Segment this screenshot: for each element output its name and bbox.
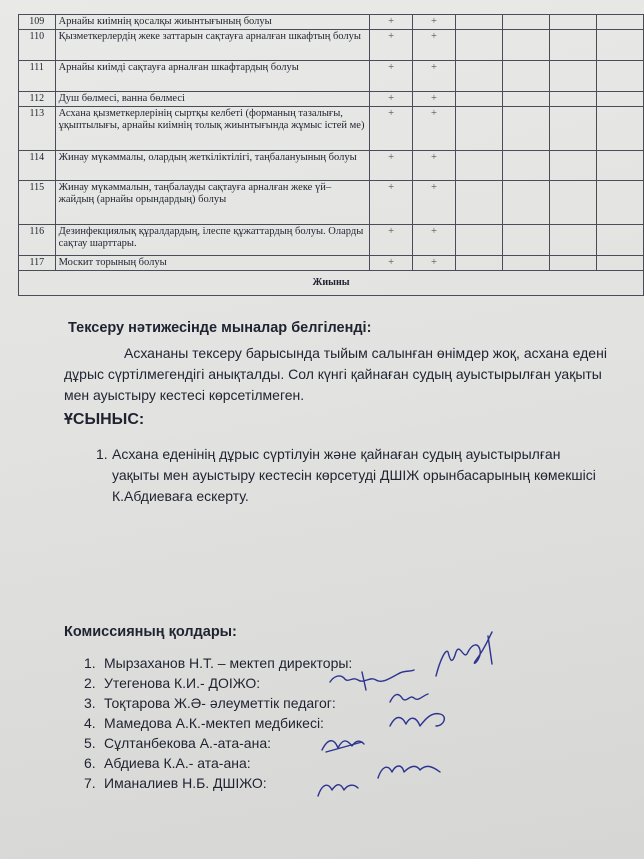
row-text: Дезинфекциялық құралдардың, ілеспе құжаттардың болуы. Оларды сақтау шарттары.: [55, 225, 370, 256]
row-mark: +: [413, 256, 456, 271]
row-mark: +: [413, 151, 456, 181]
row-number: 110: [19, 30, 56, 61]
row-text: Жинау мүкәммалы, олардың жеткіліктілігі, таңбалануының болуы: [55, 151, 370, 181]
row-mark: +: [413, 15, 456, 30]
signature-1: [436, 632, 492, 676]
item-number: 4.: [84, 715, 96, 731]
row-number: 113: [19, 107, 56, 151]
member-name: Иманалиев Н.Б. ДШІЖО:: [104, 775, 267, 791]
row-text: Арнайы киімнің қосалқы жиынтығының болуы: [55, 15, 370, 30]
member-name: Сұлтанбекова А.-ата-ана:: [104, 735, 271, 751]
findings-text: Асхананы тексеру барысында тыйым салынған өнімдер жоқ, асхана едені дұрыс сүртілмегендігі анықталды. Сол күнгі қайнаған судың ауыстырылған уақыты мен ауыстыру кестесі көрсетілмеген.: [64, 345, 607, 403]
row-text: Қызметкерлердің жеке заттарын сақтауға арналған шкафтың болуы: [55, 30, 370, 61]
row-text: Асхана қызметкерлерінің сыртқы келбеті (форманың тазалығы, ұқыптылығы, арнайы киімнің толық жиынтығында жұмыс істей ме): [55, 107, 370, 151]
signatures-title: Комиссияның қолдары:: [64, 624, 237, 640]
row-number: 116: [19, 225, 56, 256]
member-name: Мамедова А.К.-мектеп медбикесі:: [104, 715, 324, 731]
row-number: 111: [19, 61, 56, 92]
row-mark: +: [370, 30, 413, 61]
member-name: Мырзаханов Н.Т. – мектеп директоры:: [104, 655, 353, 671]
signature-2: [330, 670, 414, 690]
row-mark: +: [413, 92, 456, 107]
item-number: 7.: [84, 775, 96, 791]
signature-4: [390, 714, 444, 726]
row-mark: +: [370, 181, 413, 225]
signature-5: [322, 741, 364, 752]
item-number: 1.: [84, 655, 96, 671]
recommendation-text: Асхана еденінің дұрыс сүртілуін және қайнаған судың ауыстырылған уақыты мен ауыстыру кестесін көрсетуді ДШІЖ орынбасарының көмекшісі К.Абдиеваға ескерту.: [112, 446, 596, 504]
member-name: Абдиева К.А.- ата-ана:: [104, 755, 251, 771]
row-mark: +: [370, 15, 413, 30]
row-mark: +: [413, 225, 456, 256]
item-number: 3.: [84, 695, 96, 711]
row-number: 114: [19, 151, 56, 181]
row-text: Душ бөлмесі, ванна бөлмесі: [55, 92, 370, 107]
row-mark: +: [370, 61, 413, 92]
row-number: 112: [19, 92, 56, 107]
row-number: 109: [19, 15, 56, 30]
row-text: Москит торының болуы: [55, 256, 370, 271]
signature-7: [318, 785, 358, 796]
row-number: 115: [19, 181, 56, 225]
row-mark: +: [413, 30, 456, 61]
row-mark: +: [370, 256, 413, 271]
total-label: Жиыны: [19, 271, 644, 296]
signature-6: [378, 766, 440, 778]
member-name: Тоқтарова Ж.Ә- әлеуметтік педагог:: [104, 695, 336, 711]
row-text: Арнайы киімді сақтауға арналған шкафтардың болуы: [55, 61, 370, 92]
row-number: 117: [19, 256, 56, 271]
row-text: Жинау мүкәммалын, таңбалауды сақтауға арналған жеке үй–жайдың (арнайы орындардың) болуы: [55, 181, 370, 225]
signature-3: [390, 694, 428, 702]
row-mark: +: [413, 107, 456, 151]
recommendation-number: 1.: [96, 446, 108, 462]
item-number: 5.: [84, 735, 96, 751]
row-mark: +: [370, 107, 413, 151]
row-mark: +: [370, 225, 413, 256]
row-mark: +: [370, 92, 413, 107]
item-number: 6.: [84, 755, 96, 771]
findings-title: Тексеру нәтижесінде мыналар белгіленді:: [68, 320, 372, 336]
row-mark: +: [370, 151, 413, 181]
row-mark: +: [413, 181, 456, 225]
member-name: Утегенова К.И.- ДОІЖО:: [104, 675, 261, 691]
item-number: 2.: [84, 675, 96, 691]
row-mark: +: [413, 61, 456, 92]
recommendation-title: ҰСЫНЫС:: [64, 411, 145, 428]
